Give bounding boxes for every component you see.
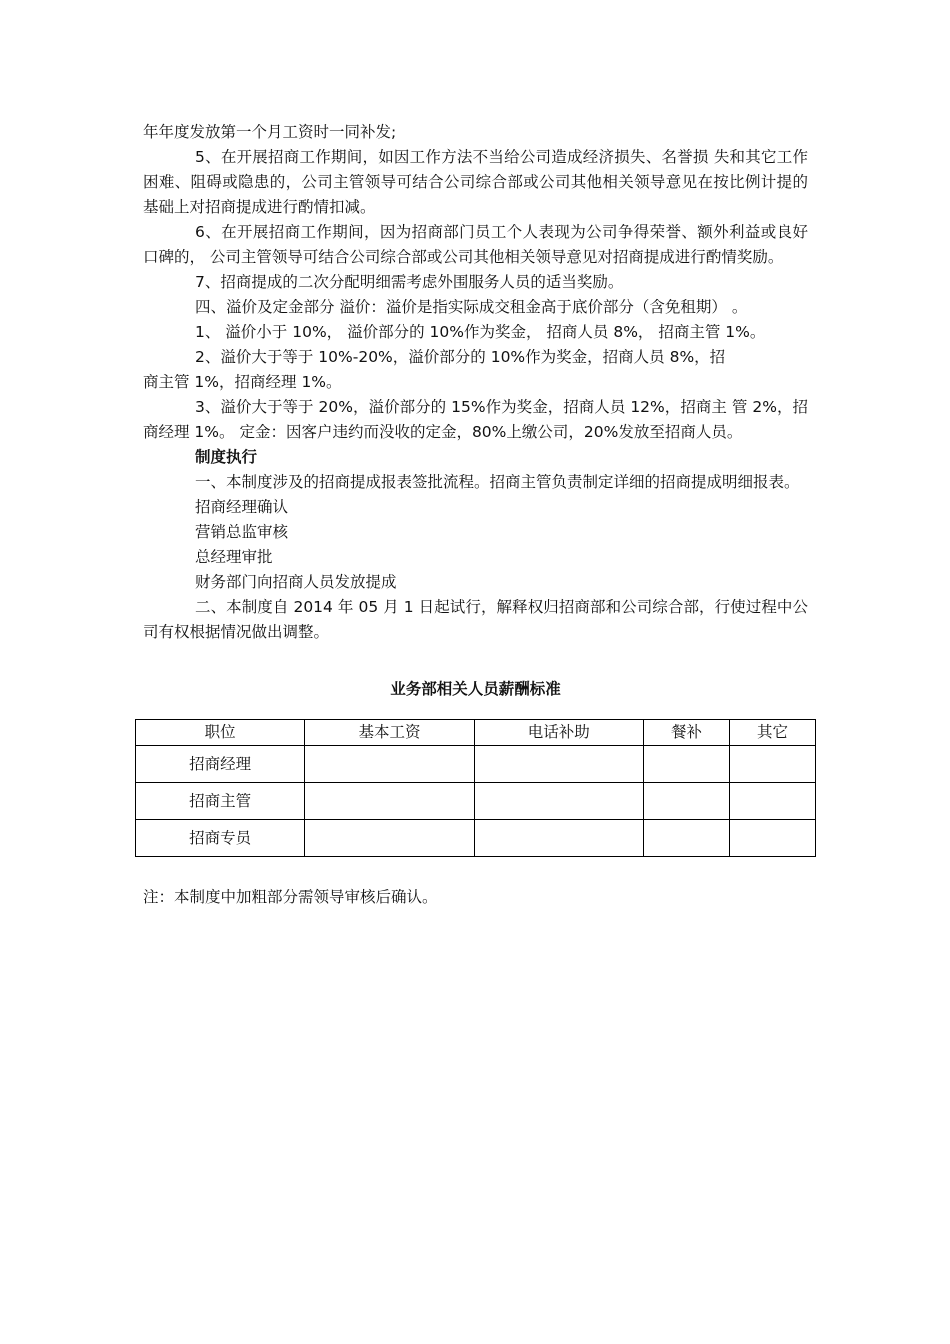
table-cell [474, 820, 643, 857]
table-header-row [136, 720, 816, 746]
table-title: 业务部相关人员薪酬标准 [390, 680, 561, 698]
execution-item-1: 一、本制度涉及的招商提成报表签批流程。招商主管负责制定详细的招商提成明细报表。 [195, 473, 800, 491]
premium-rule-3: 3、溢价大于等于 20%，溢价部分的 15%作为奖金，招商人员 12%，招商主 管 2%，招商经理 1%。 定金：因客户违约而没收的定金，80%上缴公司，20%发放至招商人员。 [143, 398, 808, 441]
approval-step-2: 营销总监审核 [195, 523, 289, 541]
table-cell: 招商经理 [136, 746, 305, 783]
approval-step-1: 招商经理确认 [195, 498, 289, 516]
header-cell-position: 职位 [136, 720, 305, 746]
table-cell: 招商专员 [136, 820, 305, 857]
table-cell [305, 746, 474, 783]
approval-step-4: 财务部门向招商人员发放提成 [195, 573, 397, 591]
premium-rule-2-continued: 商主管 1%，招商经理 1%。 [143, 373, 342, 391]
table-cell [729, 820, 815, 857]
table-row [136, 783, 816, 820]
document-body [143, 120, 808, 910]
table-cell [474, 746, 643, 783]
table-cell [643, 746, 729, 783]
table-cell [474, 783, 643, 820]
header-cell-base-salary: 基本工资 [305, 720, 474, 746]
paragraph-item-6: 6、在开展招商工作期间，因为招商部门员工个人表现为公司争得荣誉、额外利益或良好口碑的， 公司主管领导可结合公司综合部或公司其他相关领导意见对招商提成进行酌情奖励。 [143, 223, 808, 266]
table-cell: 招商主管 [136, 783, 305, 820]
table-cell [729, 746, 815, 783]
paragraph-item-5: 5、在开展招商工作期间，如因工作方法不当给公司造成经济损失、名誉损 失和其它工作困难、阻碍或隐患的，公司主管领导可结合公司综合部或公司其他相关领导意见在按比例计提的基础上对招商提成进行酌情扣减。 [143, 148, 808, 216]
header-cell-meal-allowance: 餐补 [643, 720, 729, 746]
salary-table [135, 719, 816, 857]
header-cell-phone-allowance: 电话补助 [474, 720, 643, 746]
table-cell [305, 820, 474, 857]
table-cell [643, 820, 729, 857]
table-cell [643, 783, 729, 820]
execution-item-2: 二、本制度自 2014 年 05 月 1 日起试行，解释权归招商部和公司综合部，行使过程中公司有权根据情况做出调整。 [143, 598, 808, 641]
footnote: 注：本制度中加粗部分需领导审核后确认。 [143, 888, 438, 906]
table-cell [729, 783, 815, 820]
premium-rule-1: 1、 溢价小于 10%， 溢价部分的 10%作为奖金， 招商人员 8%， 招商主管 1%。 [195, 323, 766, 341]
table-row [136, 746, 816, 783]
paragraph-continuation: 年年度发放第一个月工资时一同补发; [143, 123, 397, 141]
table-row [136, 820, 816, 857]
section-premium-deposit: 四、溢价及定金部分 溢价：溢价是指实际成交租金高于底价部分（含免租期） 。 [195, 298, 748, 316]
section-heading-execution: 制度执行 [195, 448, 258, 466]
approval-step-3: 总经理审批 [195, 548, 273, 566]
premium-rule-2: 2、溢价大于等于 10%-20%，溢价部分的 10%作为奖金，招商人员 8%，招 [195, 348, 726, 366]
paragraph-item-7: 7、招商提成的二次分配明细需考虑外围服务人员的适当奖励。 [195, 273, 624, 291]
table-cell [305, 783, 474, 820]
header-cell-other: 其它 [729, 720, 815, 746]
